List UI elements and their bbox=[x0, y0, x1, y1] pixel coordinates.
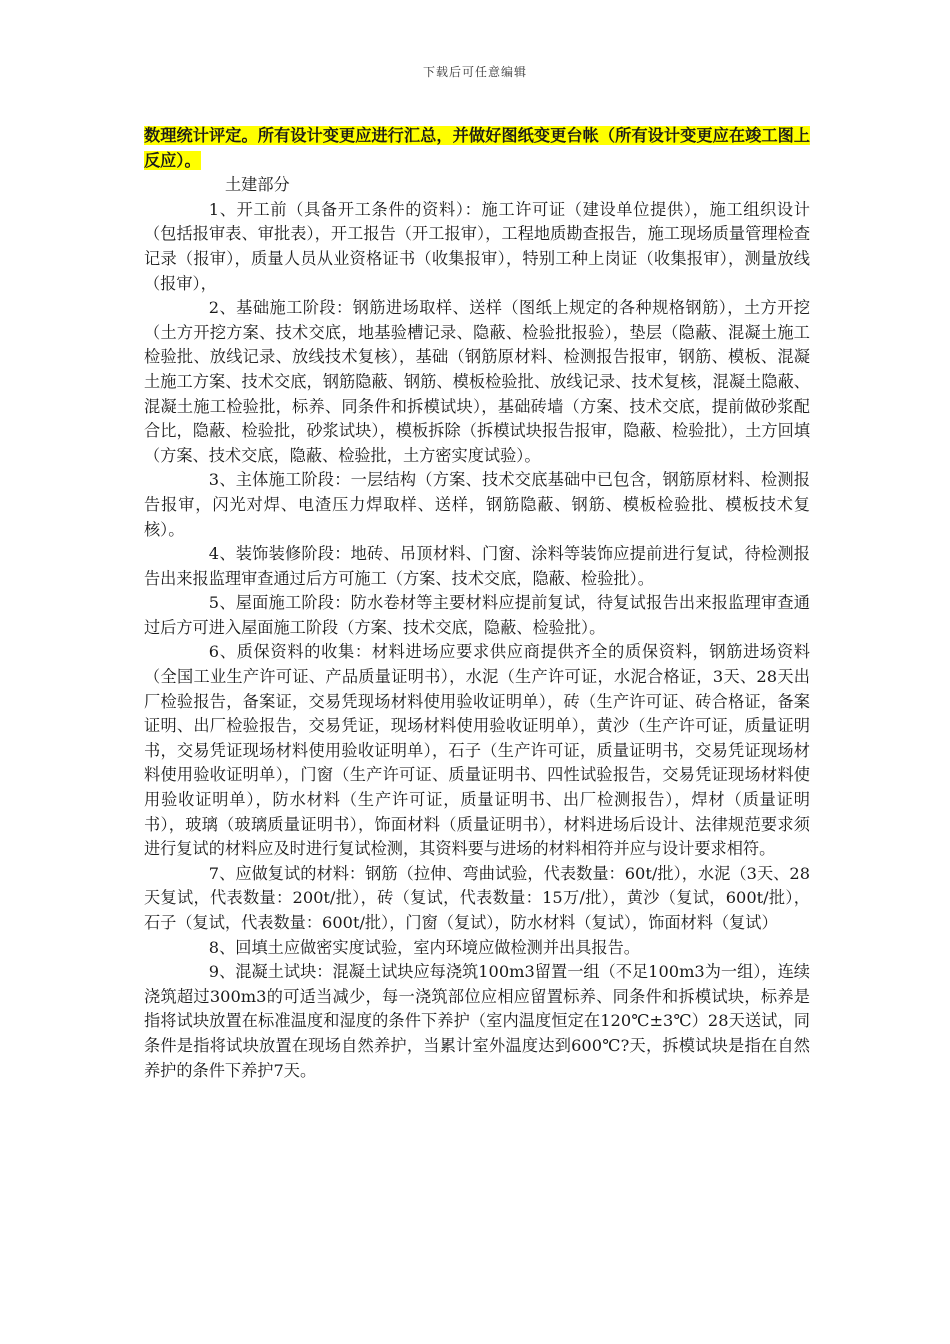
paragraph-1: 1、开工前（具备开工条件的资料）：施工许可证（建设单位提供），施工组织设计（包括报审表、审批表），开工报告（开工报审），工程地质勘查报告，施工现场质量管理检查记录（报审），质量人员从业资格证书（收集报审），特别工种上岗证（收集报审），测量放线（报审）， bbox=[144, 199, 810, 293]
section-title: 土建部分 bbox=[225, 175, 290, 195]
paragraph-5: 5、屋面施工阶段：防水卷材等主要材料应提前复试，待复试报告出来报监理审查通过后方可进入屋面施工阶段（方案、技术交底，隐蔽、检验批）。 bbox=[144, 593, 810, 637]
paragraph-8: 8、回填土应做密实度试验，室内环境应做检测并出具报告。 bbox=[208, 937, 640, 957]
paragraph-3: 3、主体施工阶段：一层结构（方案、技术交底基础中已包含，钢筋原材料、检测报告报审，闪光对焊、电渣压力焊取样、送样，钢筋隐蔽、钢筋、模板检验批、模板技术复核）。 bbox=[144, 470, 810, 539]
intro-paragraph bbox=[144, 124, 810, 173]
document-body bbox=[144, 124, 810, 1083]
paragraph-7: 7、应做复试的材料：钢筋（拉伸、弯曲试验，代表数量：60t/批），水泥（3天、28天复试，代表数量：200t/批），砖（复试，代表数量：15万/批），黄沙（复试，600t/批），石子（复试，代表数量：600t/批），门窗（复试），防水材料（复试），饰面材料（复试） bbox=[144, 863, 810, 932]
paragraph-6: 6、质保资料的收集：材料进场应要求供应商提供齐全的质保资料，钢筋进场资料（全国工业生产许可证、产品质量证明书），水泥（生产许可证，水泥合格证，3天、28天出厂检验报告，备案证，交易凭现场材料使用验收证明单），砖（生产许可证、砖合格证，备案证明、出厂检验报告，交易凭证，现场材料使用验收证明单），黄沙（生产许可证，质量证明书，交易凭证现场材料使用验收证明单），石子（生产许可证，质量证明书，交易凭证现场材料使用验收证明单），门窗（生产许可证、质量证明书、四性试验报告，交易凭证现场材料使用验收证明单），防水材料（生产许可证，质量证明书、出厂检测报告），焊材（质量证明书），玻璃（玻璃质量证明书），饰面材料（质量证明书），材料进场后设计、法律规范要求须进行复试的材料应及时进行复试检测，其资料要与进场的材料相符并应与设计要求相符。 bbox=[144, 642, 810, 859]
paragraph-9: 9、混凝土试块：混凝土试块应每浇筑100m3留置一组（不足100m3为一组），连续浇筑超过300m3的可适当减少，每一浇筑部位应相应留置标养、同条件和拆模试块，标养是指将试块放置在标准温度和湿度的条件下养护（室内温度恒定在120℃±3℃）28天送试，同条件是指将试块放置在现场自然养护，当累计室外温度达到600℃?天，拆模试块是指在自然养护的条件下养护7天。 bbox=[144, 962, 810, 1080]
highlighted-text: 数理统计评定。所有设计变更应进行汇总，并做好图纸变更台帐（所有设计变更应在竣工图上反应）。 bbox=[144, 126, 810, 170]
paragraph-2: 2、基础施工阶段：钢筋进场取样、送样（图纸上规定的各种规格钢筋），土方开挖（土方开挖方案、技术交底，地基验槽记录、隐蔽、检验批报验），垫层（隐蔽、混凝土施工检验批、放线记录、放线技术复核），基础（钢筋原材料、检测报告报审，钢筋、模板、混凝土施工方案、技术交底，钢筋隐蔽、钢筋、模板检验批、放线记录、技术复核，混凝土隐蔽、混凝土施工检验批，标养、同条件和拆模试块），基础砖墙（方案、技术交底，提前做砂浆配合比，隐蔽、检验批，砂浆试块），模板拆除（拆模试块报告报审，隐蔽、检验批），土方回填（方案、技术交底，隐蔽、检验批，土方密实度试验）。 bbox=[144, 298, 810, 465]
page-header: 下载后可任意编辑 bbox=[422, 65, 527, 79]
paragraph-4: 4、装饰装修阶段：地砖、吊顶材料、门窗、涂料等装饰应提前进行复试，待检测报告出来报监理审查通过后方可施工（方案、技术交底，隐蔽、检验批）。 bbox=[144, 544, 810, 588]
